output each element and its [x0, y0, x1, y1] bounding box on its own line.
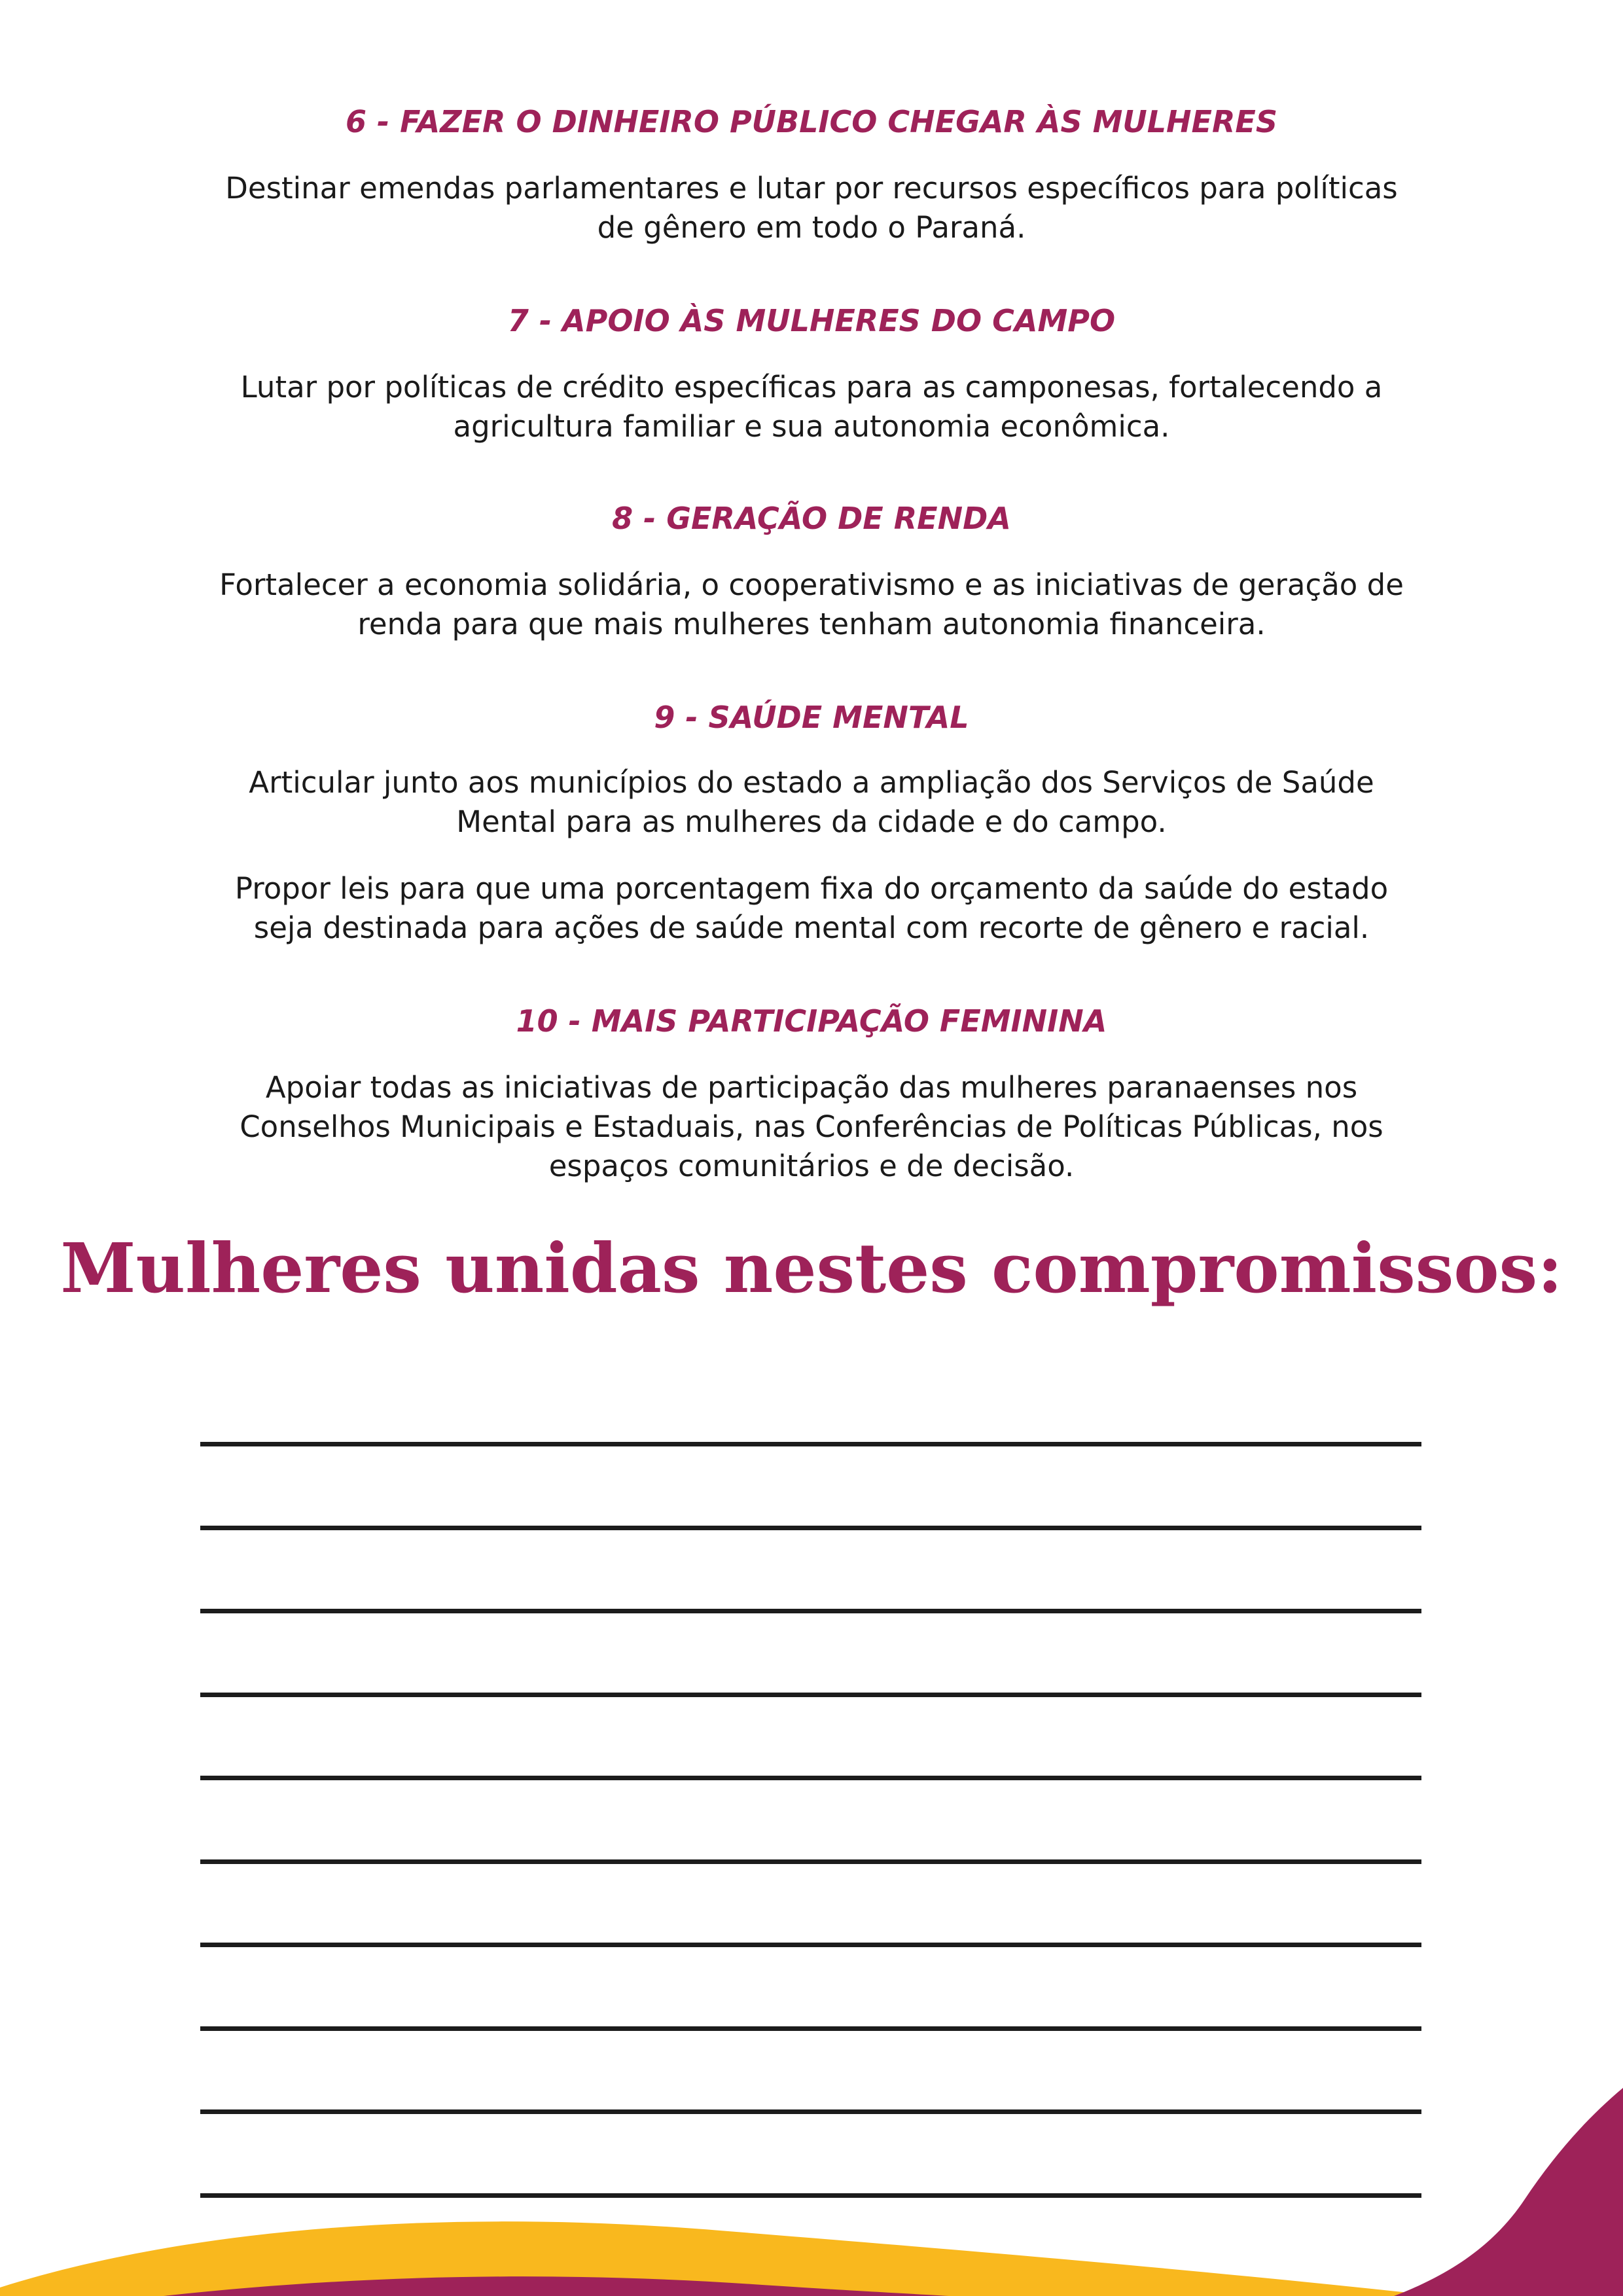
signature-line-3[interactable] [200, 1609, 1421, 1613]
text-line: Mental para as mulheres da cidade e do campo. [456, 804, 1167, 839]
signature-line-1[interactable] [200, 1442, 1421, 1446]
text-line: Propor leis para que uma porcentagem fixa do orçamento da saúde do estado [234, 871, 1389, 906]
signature-line-9[interactable] [200, 2109, 1421, 2114]
signature-title: Mulheres unidas nestes compromissos: [60, 1228, 1563, 1308]
section-6-paragraph [131, 169, 1492, 247]
section-7-paragraph [131, 368, 1492, 446]
text-line: Apoiar todas as iniciativas de participação das mulheres paranaenses nos [265, 1070, 1358, 1105]
section-heading-10: 10 - MAIS PARTICIPAÇÃO FEMININA [516, 1003, 1107, 1039]
signature-line-2[interactable] [200, 1526, 1421, 1530]
text-line: de gênero em todo o Paraná. [597, 210, 1026, 245]
text-line: renda para que mais mulheres tenham autonomia financeira. [357, 607, 1266, 641]
text-line: Destinar emendas parlamentares e lutar por recursos específicos para políticas [225, 171, 1398, 206]
text-line: Articular junto aos municípios do estado a ampliação dos Serviços de Saúde [249, 765, 1374, 800]
section-10-paragraph [131, 1068, 1492, 1186]
section-9-paragraph-1 [131, 763, 1492, 842]
section-heading-9: 9 - SAÚDE MENTAL [654, 700, 969, 735]
signature-line-5[interactable] [200, 1776, 1421, 1780]
text-line: Lutar por políticas de crédito específicas para as camponesas, fortalecendo a [240, 370, 1383, 404]
signature-line-10[interactable] [200, 2193, 1421, 2198]
text-line: seja destinada para ações de saúde mental com recorte de gênero e racial. [253, 910, 1370, 945]
text-line: Fortalecer a economia solidária, o cooperativismo e as iniciativas de geração de [219, 567, 1404, 602]
section-heading-8: 8 - GERAÇÃO DE RENDA [612, 501, 1011, 536]
text-line: espaços comunitários e de decisão. [548, 1149, 1075, 1183]
magenta-corner-shape [1394, 2088, 1623, 2296]
text-line: agricultura familiar e sua autonomia econômica. [453, 409, 1170, 444]
signature-line-8[interactable] [200, 2026, 1421, 2031]
text-line: Conselhos Municipais e Estaduais, nas Conferências de Políticas Públicas, nos [240, 1109, 1383, 1144]
section-heading-7: 7 - APOIO ÀS MULHERES DO CAMPO [507, 303, 1116, 338]
magenta-wave-shape-bottom [164, 2276, 949, 2296]
yellow-wave-shape [0, 2221, 1440, 2296]
signature-line-7[interactable] [200, 1943, 1421, 1947]
signature-line-4[interactable] [200, 1693, 1421, 1697]
signature-line-6[interactable] [200, 1859, 1421, 1864]
section-heading-6: 6 - FAZER O DINHEIRO PÚBLICO CHEGAR ÀS MULHERES [346, 104, 1277, 139]
section-9-paragraph-2 [131, 869, 1492, 948]
section-8-paragraph [131, 565, 1492, 644]
